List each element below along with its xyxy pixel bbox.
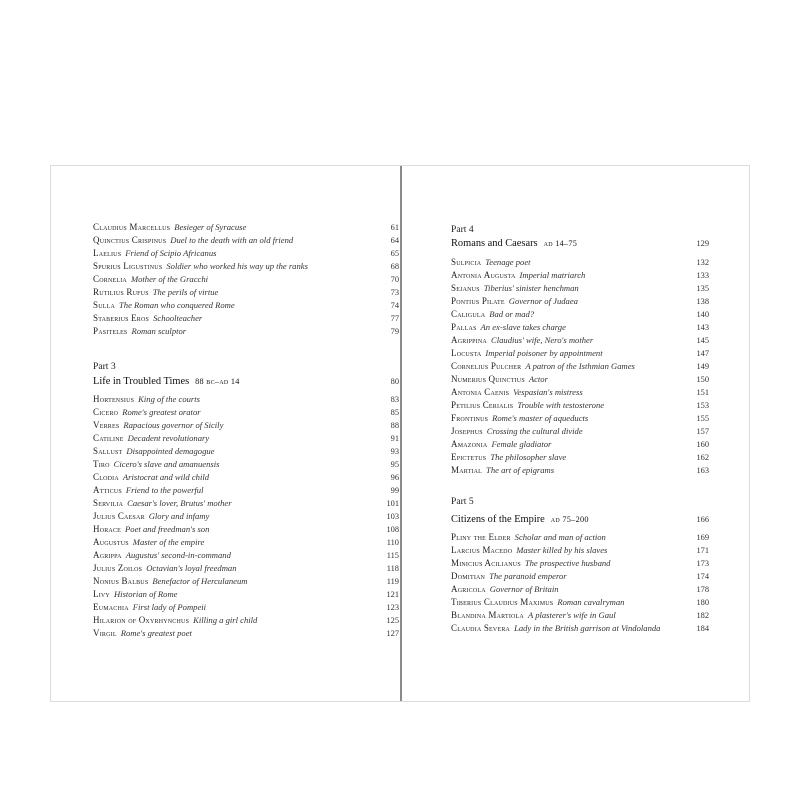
entry-description: Rome's greatest poet <box>120 628 192 638</box>
entry-name: Claudius Marcellus <box>93 222 171 232</box>
entry-description: Claudius' wife, Nero's mother <box>490 335 594 345</box>
entry-page-number: 121 <box>386 590 399 599</box>
entry-name: Tiro <box>93 459 110 469</box>
toc-entry <box>451 256 709 269</box>
entry-name: Virgil <box>93 628 117 638</box>
entry-description: Poet and freedman's son <box>125 524 210 534</box>
entry-name: Horace <box>93 524 122 534</box>
entry-name: Staberius Eros <box>93 313 150 323</box>
part-4-dates: ad 14–75 <box>543 239 578 248</box>
entry-description: Rapacious governor of Sicily <box>123 420 224 430</box>
toc-entry <box>93 221 399 234</box>
toc-entry <box>93 627 399 640</box>
toc-entry <box>93 562 399 575</box>
entry-page-number: 150 <box>696 375 709 384</box>
toc-entry <box>451 295 709 308</box>
part-4-title: Romans and Caesars <box>451 238 538 249</box>
toc-entry <box>451 412 709 425</box>
entry-name: Pasiteles <box>93 326 128 336</box>
entry-description: Vespasian's mistress <box>513 387 583 397</box>
entry-name: Pallas <box>451 322 477 332</box>
entry-page-number: 123 <box>386 603 399 612</box>
entry-description: Disappointed demagogue <box>126 446 215 456</box>
entry-name: Blandina Martiola <box>451 610 524 620</box>
entry-page-number: 171 <box>696 546 709 555</box>
entry-description: Roman cavalryman <box>557 597 625 607</box>
toc-entry <box>451 347 709 360</box>
entry-page-number: 70 <box>390 275 399 284</box>
entry-page-number: 169 <box>696 533 709 542</box>
entry-page-number: 96 <box>390 473 399 482</box>
entry-name: Amazonia <box>451 439 488 449</box>
toc-entry <box>451 269 709 282</box>
entry-page-number: 163 <box>696 466 709 475</box>
entry-name: Clodia <box>93 472 119 482</box>
entry-name: Domitian <box>451 571 486 581</box>
entry-page-number: 77 <box>390 314 399 323</box>
entry-page-number: 140 <box>696 310 709 319</box>
entry-page-number: 93 <box>390 447 399 456</box>
entry-description: Caesar's lover, Brutus' mother <box>127 498 232 508</box>
entry-name: Hortensius <box>93 394 135 404</box>
entry-description: Duel to the death with an old friend <box>170 235 294 245</box>
entry-page-number: 119 <box>386 577 399 586</box>
entry-name: Frontinus <box>451 413 489 423</box>
toc-list-continued <box>93 221 399 338</box>
entry-name: Catiline <box>93 433 124 443</box>
entry-description: A patron of the Isthmian Games <box>525 361 635 371</box>
toc-entry <box>451 570 709 583</box>
toc-entry <box>93 471 399 484</box>
toc-entry <box>451 321 709 334</box>
entry-name: Martial <box>451 465 483 475</box>
entry-page-number: 155 <box>696 414 709 423</box>
toc-entry <box>93 406 399 419</box>
entry-description: Benefactor of Herculaneum <box>152 576 248 586</box>
entry-name: Eumachia <box>93 602 129 612</box>
entry-description: Roman sculptor <box>131 326 187 336</box>
entry-name: Claudia Severa <box>451 623 511 633</box>
entry-name: Petilius Cerialis <box>451 400 514 410</box>
toc-entry <box>451 531 709 544</box>
entry-description: Soldier who worked his way up the ranks <box>166 261 308 271</box>
toc-entry <box>93 497 399 510</box>
toc-entry <box>451 583 709 596</box>
entry-name: Josephus <box>451 426 483 436</box>
entry-description: Imperial matriarch <box>519 270 586 280</box>
toc-entry <box>451 334 709 347</box>
entry-description: Historian of Rome <box>113 589 178 599</box>
entry-name: Rutilius Rufus <box>93 287 149 297</box>
entry-name: Sallust <box>93 446 123 456</box>
toc-entry <box>451 360 709 373</box>
entry-page-number: 85 <box>390 408 399 417</box>
entry-description: Aristocrat and wild child <box>122 472 210 482</box>
entry-description: Teenage poet <box>485 257 531 267</box>
toc-entry <box>451 451 709 464</box>
entry-page-number: 79 <box>390 327 399 336</box>
toc-entry <box>93 312 399 325</box>
entry-description: Octavian's loyal freedman <box>146 563 237 573</box>
part-3-title: Life in Troubled Times <box>93 376 190 387</box>
toc-entry <box>451 622 709 635</box>
entry-page-number: 182 <box>696 611 709 620</box>
toc-entry <box>93 273 399 286</box>
entry-page-number: 143 <box>696 323 709 332</box>
part-5-title: Citizens of the Empire <box>451 514 545 525</box>
entry-page-number: 99 <box>390 486 399 495</box>
entry-description: A plasterer's wife in Gaul <box>527 610 616 620</box>
entry-name: Pontius Pilate <box>451 296 505 306</box>
entry-description: Cicero's slave and amanuensis <box>113 459 220 469</box>
part-4-label: Part 4 <box>451 224 474 235</box>
entry-description: Besieger of Syracuse <box>174 222 247 232</box>
entry-page-number: 153 <box>696 401 709 410</box>
toc-entry <box>451 386 709 399</box>
entry-page-number: 173 <box>696 559 709 568</box>
toc-entry <box>451 373 709 386</box>
entry-page-number: 162 <box>696 453 709 462</box>
toc-entry <box>93 393 399 406</box>
entry-page-number: 151 <box>696 388 709 397</box>
entry-name: Larcius Macedo <box>451 545 513 555</box>
toc-entry <box>451 438 709 451</box>
entry-name: Julius Caesar <box>93 511 145 521</box>
toc-entry <box>93 523 399 536</box>
part-5-heading <box>451 513 709 527</box>
entry-name: Nonius Balbus <box>93 576 149 586</box>
entry-name: Caligula <box>451 309 486 319</box>
part-3-page: 80 <box>390 377 399 386</box>
entry-name: Servilia <box>93 498 124 508</box>
toc-entry <box>93 588 399 601</box>
entry-description: Actor <box>528 374 548 384</box>
toc-entry <box>451 544 709 557</box>
entry-name: Epictetus <box>451 452 487 462</box>
entry-page-number: 91 <box>390 434 399 443</box>
toc-entry <box>93 325 399 338</box>
entry-name: Antonia Caenis <box>451 387 510 397</box>
toc-entry <box>93 260 399 273</box>
entry-page-number: 74 <box>390 301 399 310</box>
toc-entry <box>93 575 399 588</box>
toc-list-part-5 <box>451 531 709 635</box>
toc-entry <box>451 308 709 321</box>
entry-description: Governor of Judaea <box>508 296 578 306</box>
entry-page-number: 149 <box>696 362 709 371</box>
toc-entry <box>93 549 399 562</box>
toc-entry <box>93 614 399 627</box>
entry-description: First lady of Pompeii <box>132 602 207 612</box>
entry-description: Master killed by his slaves <box>516 545 608 555</box>
entry-name: Livy <box>93 589 110 599</box>
entry-name: Minicius Acilianus <box>451 558 521 568</box>
entry-description: Lady in the British garrison at Vindolanda <box>514 623 661 633</box>
toc-entry <box>93 458 399 471</box>
toc-list-part-3 <box>93 393 399 640</box>
entry-page-number: 65 <box>390 249 399 258</box>
entry-description: Bad or mad? <box>489 309 535 319</box>
entry-description: Tiberius' sinister henchman <box>483 283 579 293</box>
entry-page-number: 145 <box>696 336 709 345</box>
book-spread <box>50 165 750 702</box>
entry-description: Decadent revolutionary <box>127 433 210 443</box>
entry-description: An ex-slave takes charge <box>480 322 566 332</box>
entry-name: Cornelius Pulcher <box>451 361 522 371</box>
part-3-dates: 88 bc–ad 14 <box>195 377 240 386</box>
entry-name: Quinctius Crispinus <box>93 235 167 245</box>
entry-description: The Roman who conquered Rome <box>119 300 235 310</box>
toc-entry <box>451 557 709 570</box>
entry-description: The prospective husband <box>524 558 611 568</box>
entry-description: Master of the empire <box>132 537 205 547</box>
toc-entry <box>93 484 399 497</box>
toc-entry <box>93 445 399 458</box>
entry-page-number: 125 <box>386 616 399 625</box>
entry-page-number: 73 <box>390 288 399 297</box>
entry-page-number: 160 <box>696 440 709 449</box>
toc-entry <box>93 601 399 614</box>
entry-name: Laelius <box>93 248 122 258</box>
entry-description: Schoolteacher <box>153 313 203 323</box>
entry-description: Crossing the cultural divide <box>486 426 583 436</box>
toc-entry <box>93 432 399 445</box>
entry-description: Friend of Scipio Africanus <box>125 248 217 258</box>
entry-page-number: 147 <box>696 349 709 358</box>
entry-name: Antonia Augusta <box>451 270 516 280</box>
toc-entry <box>451 399 709 412</box>
entry-page-number: 110 <box>386 538 399 547</box>
entry-page-number: 88 <box>390 421 399 430</box>
entry-page-number: 95 <box>390 460 399 469</box>
entry-page-number: 127 <box>386 629 399 638</box>
entry-name: Sulpicia <box>451 257 482 267</box>
entry-name: Sejanus <box>451 283 480 293</box>
toc-entry <box>93 286 399 299</box>
entry-name: Agrippa <box>93 550 122 560</box>
part-5-label: Part 5 <box>451 496 474 507</box>
toc-entry <box>451 282 709 295</box>
part-3-heading <box>93 375 399 389</box>
entry-description: The art of epigrams <box>486 465 555 475</box>
entry-description: Augustus' second-in-command <box>125 550 231 560</box>
entry-name: Augustus <box>93 537 129 547</box>
entry-page-number: 132 <box>696 258 709 267</box>
entry-page-number: 138 <box>696 297 709 306</box>
entry-description: Trouble with testosterone <box>517 400 605 410</box>
entry-name: Verres <box>93 420 120 430</box>
toc-entry <box>93 419 399 432</box>
entry-description: Glory and infamy <box>148 511 210 521</box>
entry-name: Julius Zoilos <box>93 563 143 573</box>
book-gutter <box>400 166 402 701</box>
entry-description: The perils of virtue <box>152 287 219 297</box>
entry-page-number: 157 <box>696 427 709 436</box>
entry-description: The paranoid emperor <box>489 571 567 581</box>
entry-description: King of the courts <box>138 394 200 404</box>
toc-entry <box>93 536 399 549</box>
entry-name: Numerius Quinctius <box>451 374 525 384</box>
toc-entry <box>93 510 399 523</box>
entry-name: Cicero <box>93 407 119 417</box>
entry-name: Hilarion of Oxyrhynchus <box>93 615 190 625</box>
part-5-page: 166 <box>696 515 709 524</box>
entry-name: Sulla <box>93 300 116 310</box>
entry-description: Female gladiator <box>491 439 552 449</box>
toc-entry <box>93 299 399 312</box>
entry-page-number: 108 <box>386 525 399 534</box>
toc-entry <box>451 464 709 477</box>
entry-description: Friend to the powerful <box>125 485 204 495</box>
entry-name: Agrippina <box>451 335 487 345</box>
entry-description: Killing a girl child <box>193 615 258 625</box>
entry-page-number: 61 <box>390 223 399 232</box>
toc-list-part-4 <box>451 256 709 477</box>
entry-description: Scholar and man of action <box>514 532 606 542</box>
entry-description: Rome's master of aqueducts <box>492 413 589 423</box>
entry-name: Cornelia <box>93 274 127 284</box>
entry-description: Governor of Britain <box>489 584 559 594</box>
entry-name: Pliny the Elder <box>451 532 511 542</box>
toc-entry <box>451 596 709 609</box>
entry-page-number: 64 <box>390 236 399 245</box>
toc-entry <box>451 609 709 622</box>
entry-name: Locusta <box>451 348 482 358</box>
part-5-dates: ad 75–200 <box>550 515 589 524</box>
entry-description: Imperial poisoner by appointment <box>485 348 603 358</box>
entry-page-number: 83 <box>390 395 399 404</box>
entry-name: Spurius Ligustinus <box>93 261 163 271</box>
toc-entry <box>451 425 709 438</box>
toc-entry <box>93 247 399 260</box>
part-4-page: 129 <box>696 239 709 248</box>
part-3-label: Part 3 <box>93 361 116 372</box>
entry-description: The philosopher slave <box>490 452 567 462</box>
entry-page-number: 115 <box>386 551 399 560</box>
entry-description: Rome's greatest orator <box>122 407 201 417</box>
part-4-heading <box>451 237 709 251</box>
entry-name: Tiberius Claudius Maximus <box>451 597 554 607</box>
entry-page-number: 103 <box>386 512 399 521</box>
entry-page-number: 178 <box>696 585 709 594</box>
entry-page-number: 118 <box>386 564 399 573</box>
entry-page-number: 184 <box>696 624 709 633</box>
entry-page-number: 101 <box>386 499 399 508</box>
entry-description: Mother of the Gracchi <box>130 274 209 284</box>
entry-page-number: 133 <box>696 271 709 280</box>
entry-page-number: 68 <box>390 262 399 271</box>
entry-page-number: 180 <box>696 598 709 607</box>
entry-page-number: 135 <box>696 284 709 293</box>
entry-name: Agricola <box>451 584 486 594</box>
toc-entry <box>93 234 399 247</box>
entry-name: Atticus <box>93 485 122 495</box>
entry-page-number: 174 <box>696 572 709 581</box>
